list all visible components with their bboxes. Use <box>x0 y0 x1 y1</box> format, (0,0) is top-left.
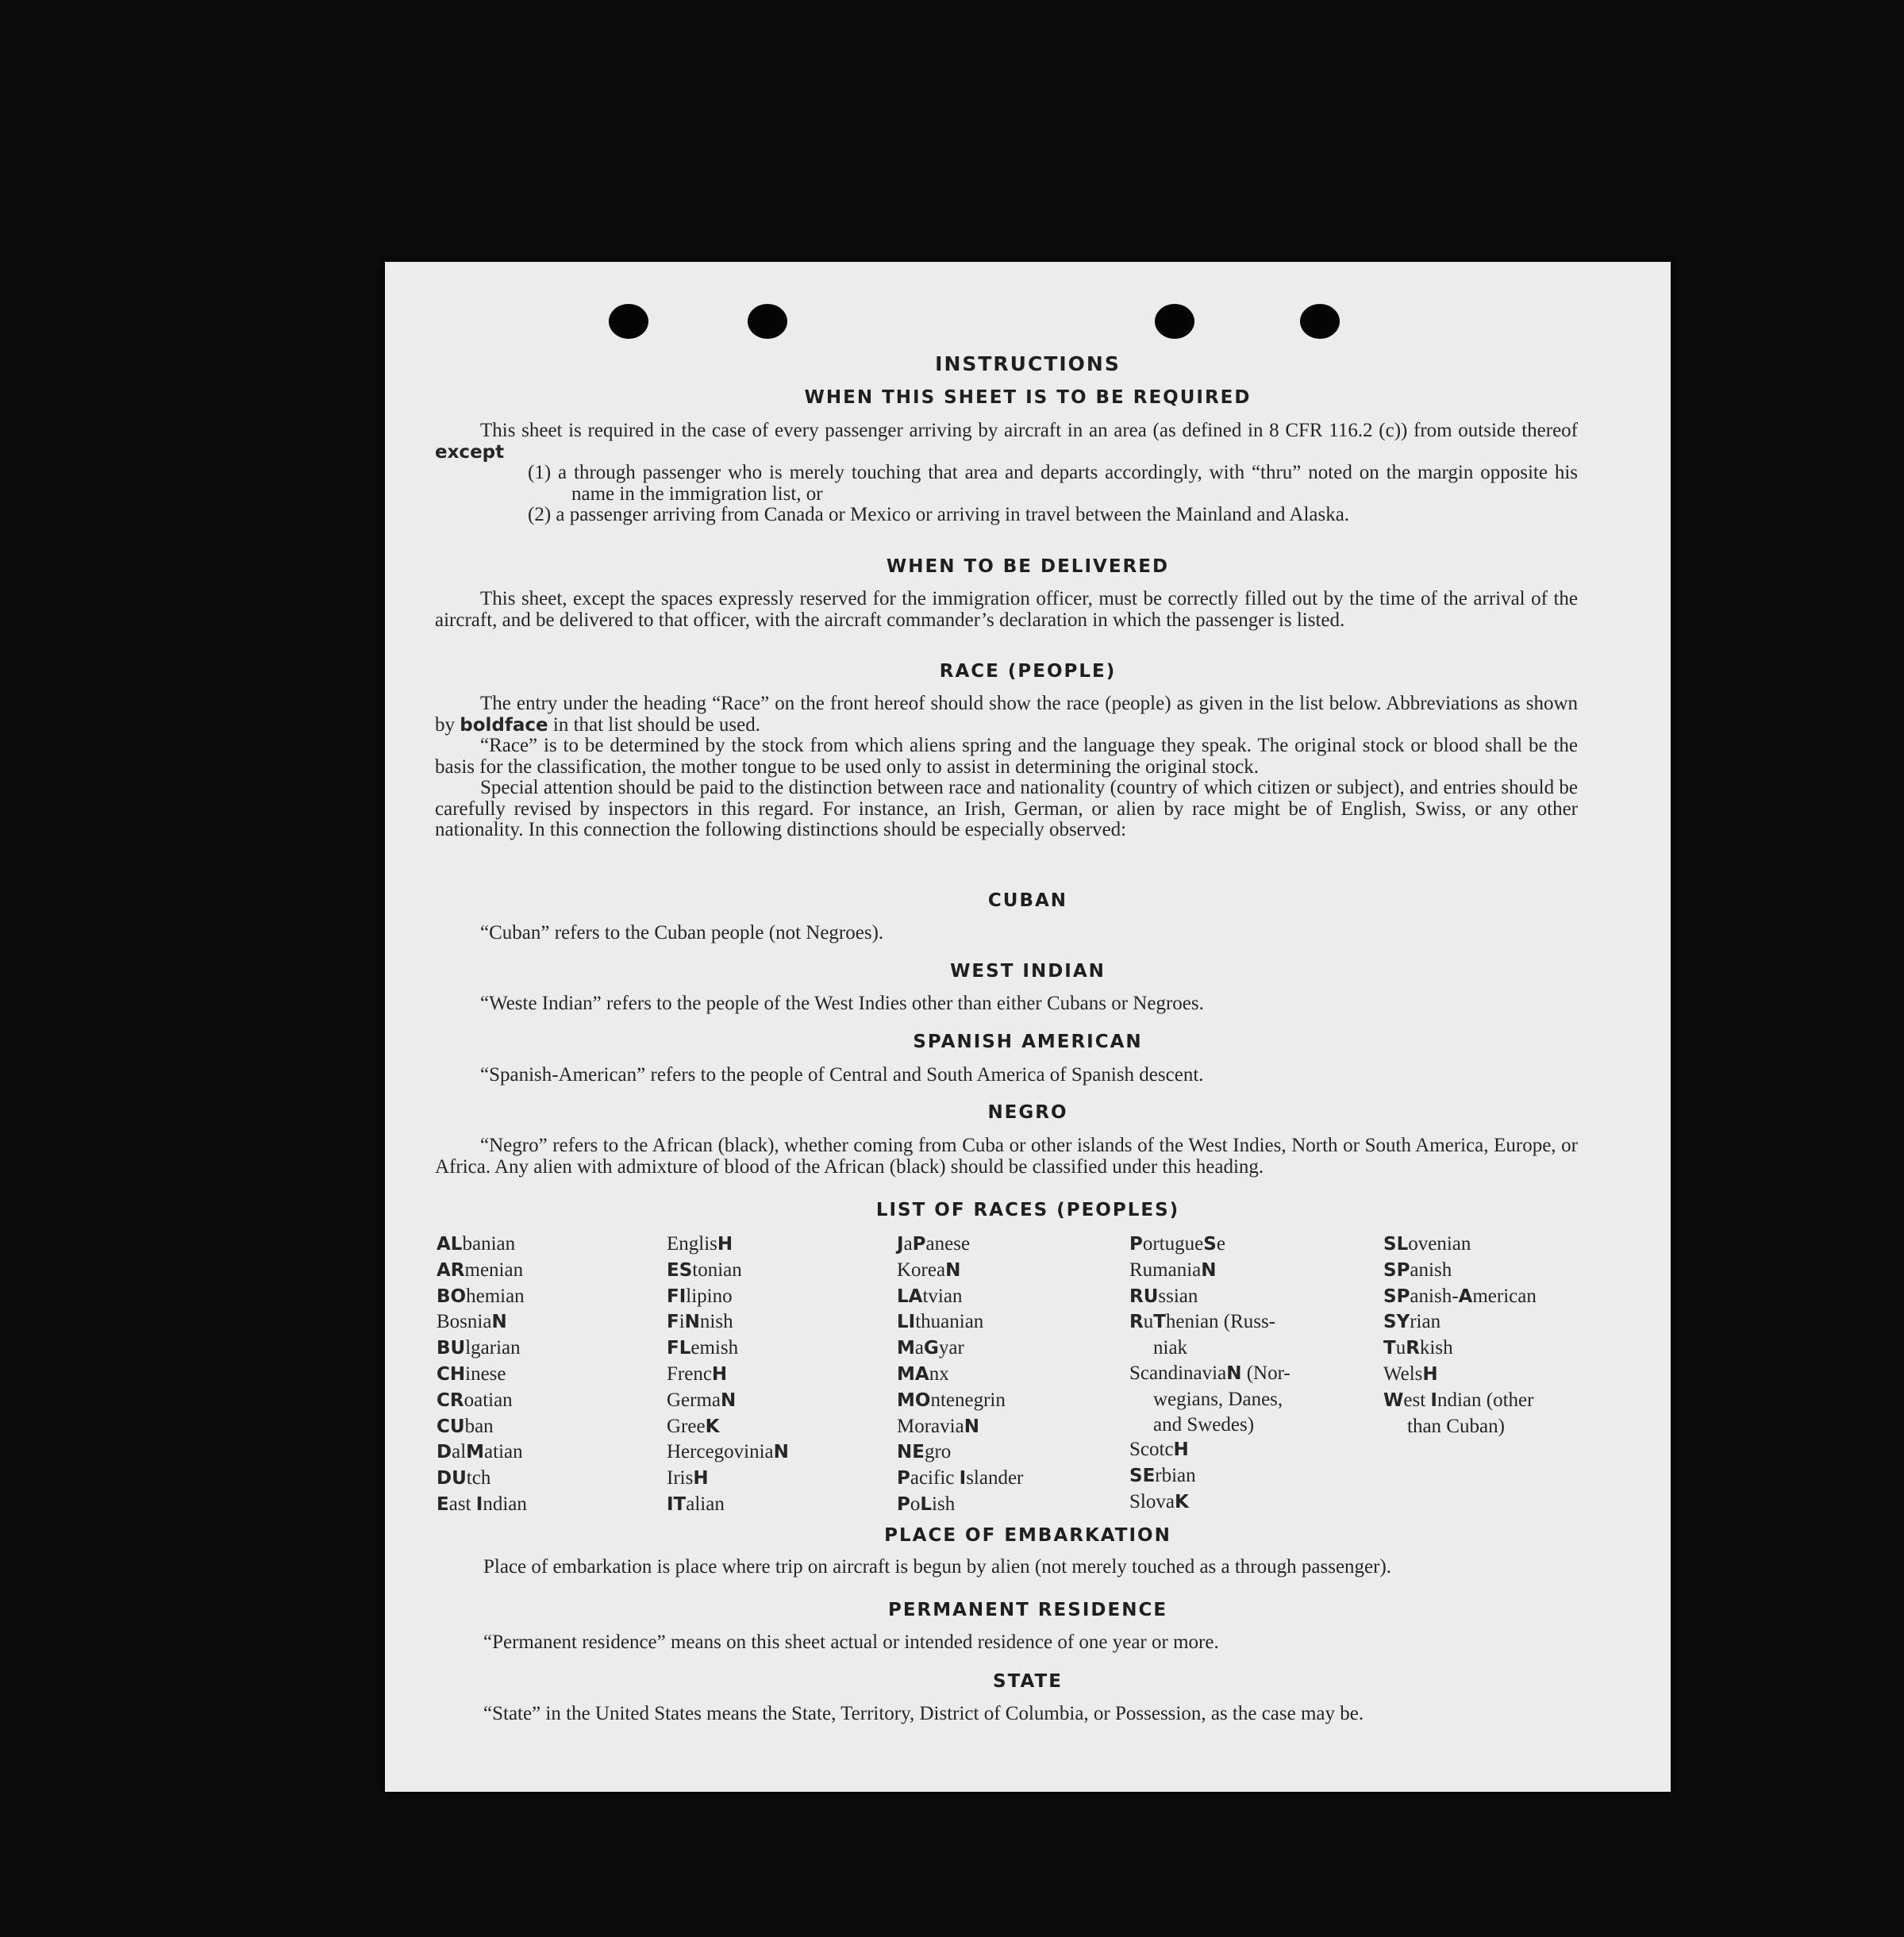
race-entry: WelsH <box>1383 1362 1438 1385</box>
heading-spanish-american: SPANISH AMERICAN <box>913 1032 1143 1052</box>
heading-cuban: CUBAN <box>987 890 1068 911</box>
cuban-text: “Cuban” refers to the Cuban people (not Negroes). <box>480 922 884 944</box>
race-abbreviation: I <box>475 1493 483 1515</box>
race-abbreviation: FI <box>667 1286 687 1307</box>
race-entry: KoreaN <box>897 1259 961 1281</box>
race-p3: Special attention should be paid to the distinction between race and nationality (country of which citizen or subject), and entries should be carefully revised by inspectors in this regard. For instance, an Irish, German, or alien by race might be of English, Swiss, or any other nationality. In this connection the following distinctions should be especially observed: <box>435 777 1578 840</box>
race-abbreviation: F <box>667 1312 679 1333</box>
race-abbreviation: W <box>1383 1389 1404 1411</box>
race-column-5 <box>1383 1232 1537 1439</box>
race-entry: ALbanian <box>437 1233 516 1255</box>
race-entry: FIlipino <box>667 1285 733 1307</box>
race-abbreviation: T <box>1383 1338 1396 1359</box>
race-abbreviation: P <box>897 1493 910 1515</box>
page-title: INSTRUCTIONS <box>935 352 1121 375</box>
race-abbreviation: SE <box>1129 1466 1156 1487</box>
heading-required: WHEN THIS SHEET IS TO BE REQUIRED <box>804 387 1252 408</box>
race-p2: “Race” is to be determined by the stock from which aliens spring and the language they speak. The original stock or blood shall be the basis for the classification, the mother tongue to be used only to assist in determining the original stock. <box>435 735 1578 778</box>
race-abbreviation: R <box>1129 1312 1144 1333</box>
race-abbreviation: SY <box>1383 1312 1410 1333</box>
race-abbreviation: H <box>1422 1363 1438 1385</box>
race-abbreviation: AL <box>437 1234 463 1255</box>
race-abbreviation: N <box>964 1416 979 1437</box>
race-entry: MOntenegrin <box>897 1389 1006 1411</box>
race-entry: DalMatian <box>437 1441 523 1463</box>
race-entry: EnglisH <box>667 1233 733 1255</box>
race-abbreviation: MA <box>897 1363 929 1385</box>
race-entry: MaGyar <box>897 1337 964 1359</box>
residence-text: “Permanent residence” means on this sheet actual or intended residence of one year or more. <box>483 1631 1219 1653</box>
race-abbreviation: BO <box>437 1286 467 1307</box>
punch-hole <box>609 304 648 339</box>
race-abbreviation: SL <box>1383 1234 1409 1255</box>
heading-residence: PERMANENT RESIDENCE <box>887 1600 1168 1620</box>
heading-list-of-races: LIST OF RACES (PEOPLES) <box>875 1200 1180 1220</box>
race-abbreviation: N <box>773 1442 789 1463</box>
race-column-1 <box>437 1232 527 1518</box>
race-entry: ScotcH <box>1129 1439 1189 1461</box>
race-entry: BUlgarian <box>437 1337 521 1359</box>
race-abbreviation: H <box>693 1468 709 1489</box>
race-entry: ARmenian <box>437 1259 524 1281</box>
race-entry: PoLish <box>897 1493 956 1515</box>
required-item-1: (1) a through passenger who is merely touching that area and departs accordingly, with “thru” noted on the margin opposite his name in the immigration list, or <box>528 462 1578 505</box>
race-entry: LIthuanian <box>897 1311 984 1333</box>
race-entry: BOhemian <box>437 1285 525 1307</box>
race-entry: RUssian <box>1129 1285 1198 1307</box>
race-abbreviation: SP <box>1383 1259 1410 1281</box>
race-abbreviation: I <box>959 1468 967 1489</box>
race-abbreviation: I <box>1430 1389 1437 1411</box>
race-abbreviation: DU <box>437 1468 467 1489</box>
delivered-text: This sheet, except the spaces expressly reserved for the immigration officer, must be correctly filled out by the time of the arrival of the aircraft, and be delivered to that officer, with the aircraft commander’s declaration in which the passenger is listed. <box>435 588 1578 631</box>
race-entry: East Indian <box>437 1493 527 1515</box>
negro-text: “Negro” refers to the African (black), whether coming from Cuba or other islands of the West Indies, North or South America, Europe, or Africa. Any alien with admixture of blood of the African (black) should be classified under this heading. <box>435 1135 1578 1178</box>
punch-hole <box>748 304 787 339</box>
race-entry: RuThenian (Russ- <box>1129 1311 1276 1333</box>
race-entry: RumaniaN <box>1129 1259 1217 1281</box>
race-abbreviation: CH <box>437 1363 466 1385</box>
race-abbreviation: AR <box>437 1259 465 1281</box>
race-entry: LAtvian <box>897 1285 963 1307</box>
race-abbreviation: N <box>491 1312 507 1333</box>
race-abbreviation: ES <box>667 1259 693 1281</box>
race-entry: TuRkish <box>1383 1337 1453 1359</box>
race-entry: CUban <box>437 1415 494 1437</box>
race-entry: NEgro <box>897 1441 952 1463</box>
race-abbreviation: H <box>717 1234 733 1255</box>
race-abbreviation: SP <box>1383 1286 1410 1307</box>
race-abbreviation: P <box>897 1468 910 1489</box>
race-abbreviation: A <box>1458 1286 1473 1307</box>
race-abbreviation: N <box>721 1389 737 1411</box>
race-abbreviation: M <box>897 1338 915 1359</box>
race-abbreviation: N <box>1201 1259 1217 1281</box>
race-abbreviation: N <box>684 1312 700 1333</box>
race-entry: wegians, Danes, <box>1153 1388 1283 1410</box>
race-entry: ITalian <box>667 1493 725 1515</box>
race-entry: FrencH <box>667 1362 728 1385</box>
race-entry: HercegoviniaN <box>667 1441 789 1463</box>
heading-race: RACE (PEOPLE) <box>939 661 1117 682</box>
race-column-4 <box>1129 1232 1290 1516</box>
race-p1-end: in that list should be used. <box>552 713 760 736</box>
race-abbreviation: LA <box>897 1286 923 1307</box>
required-intro: This sheet is required in the case of every passenger arriving by aircraft in an area (as defined in 8 CFR 116.2 (c)) from outside thereof <box>480 420 1578 441</box>
race-entry: than Cuban) <box>1407 1415 1505 1437</box>
except-word: except <box>435 441 505 463</box>
race-entry: IrisH <box>667 1467 709 1489</box>
race-entry: SYrian <box>1383 1311 1441 1333</box>
race-entry: SPanish <box>1383 1259 1452 1281</box>
heading-negro: NEGRO <box>987 1102 1068 1123</box>
race-entry: FLemish <box>667 1337 739 1359</box>
race-entry: SErbian <box>1129 1465 1196 1487</box>
spanish-american-text: “Spanish-American” refers to the people of Central and South America of Spanish descent. <box>480 1064 1204 1086</box>
race-abbreviation: G <box>924 1338 939 1359</box>
race-abbreviation: E <box>437 1493 449 1515</box>
race-entry: ScandinaviaN (Nor- <box>1129 1362 1290 1384</box>
race-abbreviation: K <box>705 1416 720 1437</box>
race-entry: SLovenian <box>1383 1233 1471 1255</box>
race-entry: BosniaN <box>437 1311 507 1333</box>
race-entry: niak <box>1153 1337 1188 1359</box>
race-abbreviation: P <box>912 1234 926 1255</box>
race-text <box>435 694 1578 841</box>
race-column-3 <box>897 1232 1023 1518</box>
race-abbreviation: H <box>1173 1439 1189 1461</box>
race-entry: GermaN <box>667 1389 737 1411</box>
punch-hole <box>1300 304 1340 339</box>
race-abbreviation: N <box>945 1259 961 1281</box>
race-entry: DUtch <box>437 1467 491 1489</box>
race-abbreviation: FL <box>667 1338 691 1359</box>
required-text <box>435 421 1578 526</box>
west-indian-text: “Weste Indian” refers to the people of the West Indies other than either Cubans or Negroes. <box>480 993 1204 1014</box>
race-abbreviation: K <box>1174 1491 1189 1512</box>
race-abbreviation: IT <box>667 1493 687 1515</box>
race-entry: CHinese <box>437 1362 506 1385</box>
race-abbreviation: NE <box>897 1442 925 1463</box>
race-p1: The entry under the heading “Race” on the front hereof should show the race (people) as given in the list below. Abbreviations as shown by <box>435 693 1578 736</box>
race-abbreviation: S <box>1203 1234 1217 1255</box>
race-entry: PortugueSe <box>1129 1233 1225 1255</box>
race-abbreviation: L <box>920 1493 933 1515</box>
heading-west-indian: WEST INDIAN <box>950 961 1106 982</box>
race-abbreviation: M <box>466 1442 485 1463</box>
heading-delivered: WHEN TO BE DELIVERED <box>886 556 1170 577</box>
race-entry: GreeK <box>667 1415 720 1437</box>
race-abbreviation: LI <box>897 1312 916 1333</box>
instruction-sheet <box>385 262 1671 1792</box>
race-abbreviation: T <box>1153 1312 1166 1333</box>
race-abbreviation: H <box>711 1363 728 1385</box>
heading-state: STATE <box>993 1671 1063 1692</box>
race-abbreviation: MO <box>897 1389 931 1411</box>
race-entry: CRoatian <box>437 1389 513 1411</box>
race-entry: MAnx <box>897 1362 949 1385</box>
race-abbreviation: R <box>1406 1338 1420 1359</box>
race-column-2 <box>667 1232 789 1518</box>
race-entry: and Swedes) <box>1153 1413 1255 1435</box>
punch-hole <box>1155 304 1194 339</box>
heading-embarkation: PLACE OF EMBARKATION <box>884 1525 1171 1546</box>
boldface-word: boldface <box>460 714 548 736</box>
race-abbreviation: D <box>437 1442 452 1463</box>
race-abbreviation: BU <box>437 1338 466 1359</box>
race-abbreviation: J <box>897 1234 904 1255</box>
race-abbreviation: N <box>1226 1362 1242 1384</box>
race-abbreviation: RU <box>1129 1286 1159 1307</box>
required-item-2: (2) a passenger arriving from Canada or Mexico or arriving in travel between the Mainland and Alaska. <box>528 504 1350 525</box>
race-abbreviation: CU <box>437 1416 465 1437</box>
race-entry: Pacific Islander <box>897 1467 1024 1489</box>
race-entry: MoraviaN <box>897 1415 979 1437</box>
race-entry: West Indian (other <box>1383 1389 1534 1411</box>
race-entry: SlovaK <box>1129 1490 1189 1512</box>
race-entry: SPanish-American <box>1383 1285 1537 1307</box>
race-entry: JaPanese <box>897 1233 971 1255</box>
race-abbreviation: CR <box>437 1389 464 1411</box>
race-entry: EStonian <box>667 1259 742 1281</box>
race-abbreviation: P <box>1129 1234 1143 1255</box>
state-text: “State” in the United States means the State, Territory, District of Columbia, or Possession, as the case may be. <box>483 1703 1364 1724</box>
race-entry: FiNnish <box>667 1311 733 1333</box>
embarkation-text: Place of embarkation is place where trip on aircraft is begun by alien (not merely touched as a through passenger). <box>483 1556 1392 1578</box>
